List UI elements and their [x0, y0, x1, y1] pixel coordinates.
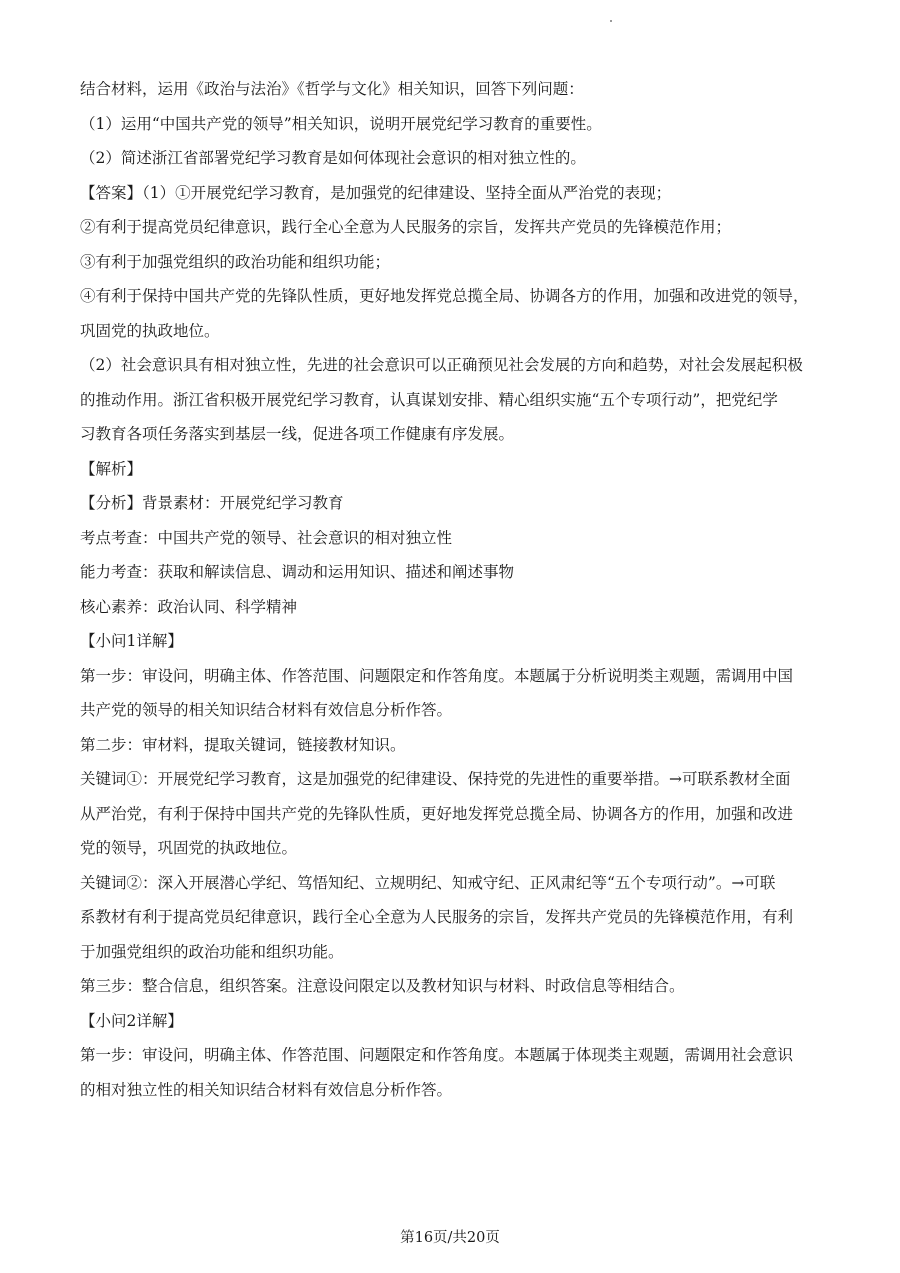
- answer-2-line-3: 习教育各项任务落实到基层一线，促进各项工作健康有序发展。: [80, 425, 515, 443]
- question-1: （1）运用“中国共产党的领导”相关知识，说明开展党纪学习教育的重要性。: [80, 114, 602, 133]
- sub-question-2-heading: 【小问2详解】: [80, 1011, 183, 1030]
- sq1-keyword1-line-2: 从严治党，有利于保持中国共产党的先锋队性质，更好地发挥党总揽全局、协调各方的作用，加强和改进: [80, 804, 794, 823]
- sq1-keyword1-line-3: 党的领导，巩固党的执政地位。: [80, 839, 298, 857]
- answer-2-line-1: （2）社会意识具有相对独立性，先进的社会意识可以正确预见社会发展的方向和趋势，对社会发展起积极: [80, 356, 803, 374]
- sq1-keyword2-line-1: 关键词②：深入开展潜心学纪、笃悟知纪、立规明纪、知戒守纪、正风肃纪等“五个专项行动”。→可联: [80, 873, 776, 892]
- document-body: [80, 72, 832, 1107]
- sq1-step3: 第三步：整合信息，组织答案。注意设问限定以及教材知识与材料、时政信息等相结合。: [80, 977, 685, 995]
- sq2-step1-line-1: 第一步：审设问，明确主体、作答范围、问题限定和作答角度。本题属于体现类主观题，需调用社会意识: [80, 1046, 794, 1064]
- analysis-ability: 能力考查：获取和解读信息、调动和运用知识、描述和阐述事物: [80, 563, 515, 581]
- sq1-step1-line-2: 共产党的领导的相关知识结合材料有效信息分析作答。: [80, 701, 453, 719]
- sq1-keyword1-line-1: 关键词①：开展党纪学习教育，这是加强党的纪律建设、保持党的先进性的重要举措。→可联系教材全面: [80, 770, 791, 788]
- answer-2-line-2: 的推动作用。浙江省积极开展党纪学习教育，认真谋划安排、精心组织实施“五个专项行动”，把党纪学: [80, 390, 778, 409]
- sq1-keyword2-line-2: 系教材有利于提高党员纪律意识，践行全心全意为人民服务的宗旨，发挥共产党员的先锋模范作用，有利: [80, 908, 794, 926]
- question-2: （2）简述浙江省部署党纪学习教育是如何体现社会意识的相对独立性的。: [80, 149, 586, 167]
- answer-point-4-cont: 巩固党的执政地位。: [80, 321, 220, 340]
- analysis-background: 【分析】背景素材：开展党纪学习教育: [80, 494, 344, 512]
- sq1-keyword2-line-3: 于加强党组织的政治功能和组织功能。: [80, 942, 344, 961]
- sq1-step2: 第二步：审材料，提取关键词，链接教材知识。: [80, 735, 406, 754]
- answer-point-4: ④有利于保持中国共产党的先锋队性质，更好地发挥党总揽全局、协调各方的作用，加强和改进党的领导，: [80, 287, 809, 305]
- sq2-step1-line-2: 的相对独立性的相关知识结合材料有效信息分析作答。: [80, 1080, 453, 1099]
- sub-question-1-heading: 【小问1详解】: [80, 632, 183, 650]
- analysis-test-points: 考点考查：中国共产党的领导、社会意识的相对独立性: [80, 528, 453, 547]
- sq1-step1-line-1: 第一步：审设问，明确主体、作答范围、问题限定和作答角度。本题属于分析说明类主观题，需调用中国: [80, 666, 794, 685]
- answer-point-3: ③有利于加强党组织的政治功能和组织功能；: [80, 252, 391, 271]
- answer-heading-line: 【答案】（1）①开展党纪学习教育，是加强党的纪律建设、坚持全面从严治党的表现；: [80, 183, 672, 202]
- answer-point-2: ②有利于提高党员纪律意识，践行全心全意为人民服务的宗旨，发挥共产党员的先锋模范作用；: [80, 218, 732, 236]
- question-intro: 结合材料，运用《政治与法治》《哲学与文化》相关知识，回答下列问题：: [80, 80, 584, 98]
- analysis-core-literacy: 核心素养：政治认同、科学精神: [80, 597, 298, 616]
- scan-speck: [610, 20, 612, 22]
- analysis-heading: 【解析】: [80, 459, 143, 478]
- page-number-footer: 第16页/共20页: [400, 1230, 500, 1246]
